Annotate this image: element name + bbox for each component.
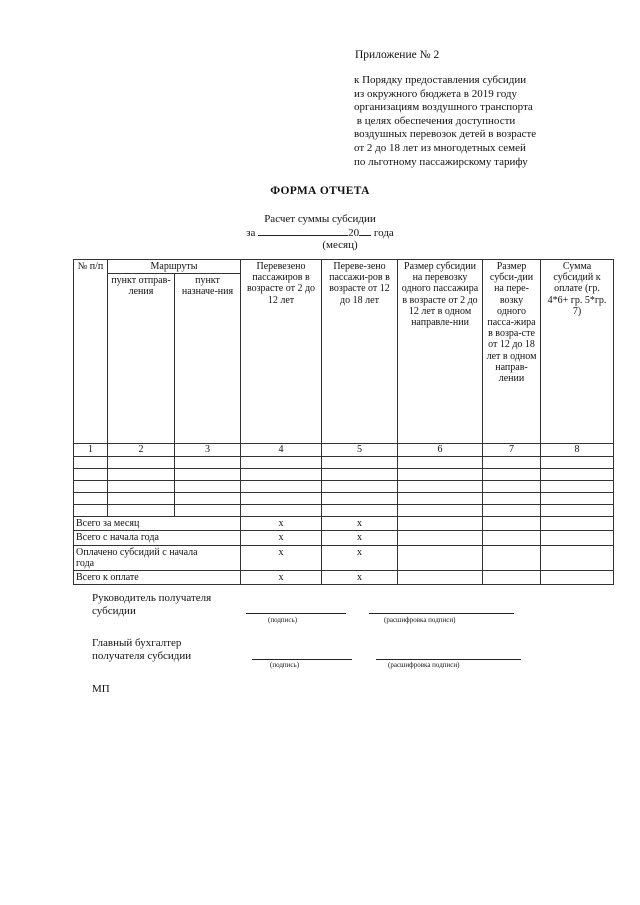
period-suffix: года <box>373 227 394 239</box>
summary-c4: х <box>241 531 322 545</box>
head-signature-caption: (подпись) <box>268 616 298 624</box>
summary-c5: х <box>322 517 398 531</box>
header-col8: Сумма субсидий к оплате (гр. 4*6+ гр. 5*гр. 7) <box>541 260 614 444</box>
appendix-line: к Порядку предоставления субсидии <box>354 74 527 86</box>
month-hint: (месяц) <box>322 239 358 251</box>
summary-c4: х <box>241 571 322 585</box>
summary-label: Всего к оплате <box>74 571 241 585</box>
appendix-description <box>354 74 536 169</box>
appendix-line: в целях обеспечения доступности <box>354 114 516 127</box>
accountant-decrypt-line <box>376 658 521 660</box>
column-number: 3 <box>175 444 241 457</box>
period-line <box>0 226 640 239</box>
head-label: Руководитель получателя субсидии <box>92 592 212 617</box>
accountant-signature-caption: (подпись) <box>270 661 300 669</box>
header-routes: Маршруты <box>108 260 241 274</box>
empty-row <box>74 493 614 505</box>
header-col7: Размер субси-дии на пере-возку одного пасса-жира в возра-сте от 12 до 18 лет в одном направ-лении <box>483 260 541 444</box>
summary-label: Всего с начала года <box>74 531 241 545</box>
summary-row <box>74 531 614 545</box>
summary-row <box>74 517 614 531</box>
header-no: № п/п <box>74 260 108 444</box>
appendix-line: из окружного бюджета в 2019 году <box>354 87 517 100</box>
accountant-signature-line <box>252 658 352 660</box>
header-col6: Размер субсидии на перевозку одного пассажира в возрасте от 2 до 12 лет в одном направле-нии <box>398 260 483 444</box>
summary-c4: х <box>241 545 322 570</box>
appendix-line: от 2 до 18 лет из многодетных семей <box>354 141 526 154</box>
column-numbers-row <box>74 444 614 457</box>
column-number: 7 <box>483 444 541 457</box>
summary-c5: х <box>322 531 398 545</box>
period-prefix: за <box>246 227 256 239</box>
form-title: ФОРМА ОТЧЕТА <box>270 185 370 197</box>
header-destination: пункт назначе-ния <box>175 274 241 444</box>
summary-label: Оплачено субсидий с начала года <box>74 545 241 570</box>
period-year-prefix: 20 <box>348 227 360 239</box>
accountant-label: Главный бухгалтер получателя субсидии <box>92 637 192 662</box>
head-decrypt-caption: (расшифровка подписи) <box>384 616 456 624</box>
report-table <box>73 259 614 585</box>
column-number: 2 <box>108 444 175 457</box>
calc-title: Расчет суммы субсидии <box>264 213 376 225</box>
head-decrypt-line <box>369 612 514 614</box>
stamp-place: МП <box>92 683 110 695</box>
column-number: 6 <box>398 444 483 457</box>
column-number: 1 <box>74 444 108 457</box>
appendix-line: по льготному пассажирскому тарифу <box>354 155 528 168</box>
header-row <box>74 260 614 274</box>
summary-c5: х <box>322 545 398 570</box>
header-col4: Перевезено пассажиров в возрасте от 2 до 12 лет <box>241 260 322 444</box>
appendix-title: Приложение № 2 <box>355 49 440 61</box>
header-departure: пункт отправ-ления <box>108 274 175 444</box>
summary-row <box>74 571 614 585</box>
accountant-decrypt-caption: (расшифровка подписи) <box>388 661 460 669</box>
column-number: 8 <box>541 444 614 457</box>
empty-row <box>74 481 614 493</box>
column-number: 4 <box>241 444 322 457</box>
empty-row <box>74 469 614 481</box>
summary-label: Всего за месяц <box>74 517 241 531</box>
appendix-line: воздушных перевозок детей в возрасте <box>354 128 537 141</box>
column-number: 5 <box>322 444 398 457</box>
summary-c4: х <box>241 517 322 531</box>
summary-row <box>74 545 614 570</box>
month-blank <box>258 226 348 236</box>
head-signature-line <box>246 612 346 614</box>
year-blank <box>359 226 371 236</box>
empty-row <box>74 457 614 469</box>
header-col5: Переве-зено пассажи-ров в возрасте от 12 до 18 лет <box>322 260 398 444</box>
summary-c5: х <box>322 571 398 585</box>
empty-row <box>74 505 614 517</box>
appendix-line: организациям воздушного транспорта <box>354 101 533 114</box>
